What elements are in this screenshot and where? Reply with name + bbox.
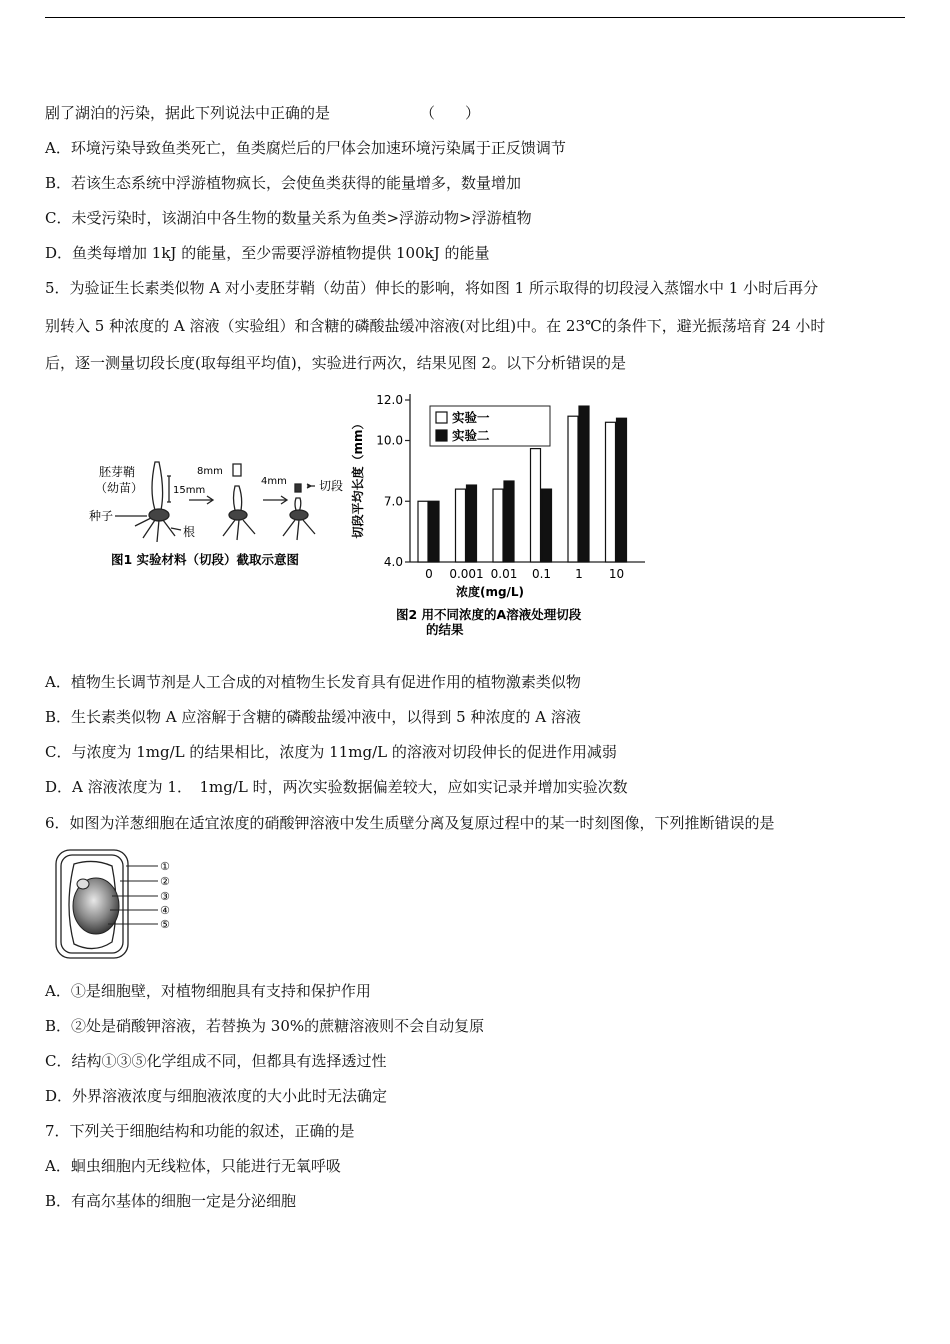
- seed-shape-2: [229, 510, 247, 520]
- figure1-diagram: [85, 440, 355, 580]
- nucleus: [77, 879, 89, 889]
- cell-label-1: ①: [160, 860, 170, 873]
- q4-stem: [45, 103, 480, 123]
- bar-series1: [568, 416, 578, 562]
- bracket-15mm: [167, 476, 171, 502]
- y-tick-label: 7.0: [383, 494, 403, 509]
- q5-stem-line2: 别转入 5 种浓度的 A 溶液（实验组）和含糖的磷酸盐缓冲溶液(对比组)中。在 23℃的条件下，避光振荡培育 24 小时: [45, 317, 826, 335]
- bar-series2: [504, 481, 514, 562]
- q6-stem: 6．如图为洋葱细胞在适宜浓度的硝酸钾溶液中发生质壁分离及复原过程中的某一时刻图像，下列推断错误的是: [45, 814, 775, 832]
- chart-legend: [430, 406, 550, 446]
- legend-label: 实验一: [452, 410, 490, 425]
- cell-label-2: ②: [160, 875, 170, 888]
- cell-label-3: ③: [160, 890, 170, 903]
- header-rule: [45, 17, 905, 18]
- x-tick-label: 0: [425, 567, 433, 581]
- chart-ylabel: 切段平均长度（mm）: [351, 417, 365, 539]
- cell-label-4: ④: [160, 904, 170, 917]
- fig1-cut-label: 切段: [319, 479, 344, 493]
- cell-label-5: ⑤: [160, 918, 170, 931]
- chart-xlabel: 浓度(mg/L): [455, 585, 525, 599]
- coleoptile-shape: [152, 462, 163, 512]
- q4-option-d: D．鱼类每增加 1kJ 的能量，至少需要浮游植物提供 100kJ 的能量: [45, 244, 490, 262]
- onion-cell-diagram: [50, 846, 190, 964]
- y-tick-label: 4.0: [383, 555, 403, 569]
- q5-option-a: A．植物生长调节剂是人工合成的对植物生长发育具有促进作用的植物激素类似物: [45, 673, 581, 691]
- chart-caption-1: 图2 用不同浓度的A溶液处理切段: [396, 607, 582, 622]
- bar-series1: [493, 489, 503, 562]
- figure2-chart: [340, 388, 660, 638]
- x-tick-label: 1: [575, 567, 583, 581]
- y-tick-label: 12.0: [376, 393, 403, 407]
- fig1-seedling-label: （幼苗）: [95, 481, 144, 495]
- arrow-2: [263, 496, 287, 504]
- q4-stem-text: 剧了湖泊的污染，据此下列说法中正确的是: [45, 104, 331, 122]
- arrow-1: [189, 496, 213, 504]
- q7-option-a: A．蛔虫细胞内无线粒体，只能进行无氧呼吸: [45, 1157, 341, 1175]
- fig1-root-label: 根: [183, 525, 196, 539]
- q5-option-b: B．生长素类似物 A 应溶解于含糖的磷酸盐缓冲液中，以得到 5 种浓度的 A 溶液: [45, 708, 581, 726]
- seed-shape-3: [290, 510, 308, 520]
- bar-series2: [542, 489, 552, 562]
- x-tick-label: 10: [608, 567, 625, 581]
- q6-option-a: A．①是细胞壁，对植物细胞具有支持和保护作用: [45, 982, 371, 1000]
- roots-3: [283, 520, 315, 540]
- q5-option-d: D．A 溶液浓度为 1． 1mg/L 时，两次实验数据偏差较大，应如实记录并增加实验次数: [45, 778, 628, 796]
- roots-2: [223, 520, 255, 540]
- q7-stem: 7．下列关于细胞结构和功能的叙述，正确的是: [45, 1122, 355, 1140]
- q6-option-c: C．结构①③⑤化学组成不同，但都具有选择透过性: [45, 1052, 387, 1070]
- bar-series2: [579, 406, 589, 562]
- q4-answer-paren: （ ）: [420, 104, 481, 122]
- bar-series1: [418, 501, 428, 562]
- cut-coleoptile: [234, 486, 242, 512]
- bar-series1: [531, 449, 541, 562]
- x-tick-label: 0.01: [490, 567, 518, 581]
- chart-caption-2: 的结果: [426, 622, 464, 637]
- legend-box: [430, 406, 550, 446]
- q4-option-c: C．未受污染时，该湖泊中各生物的数量关系为鱼类>浮游动物>浮游植物: [45, 209, 532, 227]
- cut-pointer: [307, 484, 315, 488]
- fig1-8mm-label: 8mm: [197, 466, 223, 477]
- q5-stem-line3: 后，逐一测量切段长度(取每组平均值)，实验进行两次，结果见图 2。以下分析错误的是: [45, 354, 627, 372]
- q4-option-a: A．环境污染导致鱼类死亡，鱼类腐烂后的尸体会加速环境污染属于正反馈调节: [45, 139, 566, 157]
- roots-1: [135, 518, 175, 542]
- q6-option-b: B．②处是硝酸钾溶液，若替换为 30%的蔗糖溶液则不会自动复原: [45, 1017, 485, 1035]
- fig1-coleoptile-label: 胚芽鞘: [99, 465, 136, 479]
- legend-swatch: [436, 430, 447, 441]
- upper-segment: [233, 464, 241, 476]
- fig1-seed-label: 种子: [89, 509, 114, 523]
- cut-segment: [295, 484, 301, 492]
- q4-option-b: B．若该生态系统中浮游植物疯长，会使鱼类获得的能量增多，数量增加: [45, 174, 522, 192]
- fig1-15mm-label: 15mm: [173, 485, 206, 496]
- root-pointer: [171, 528, 181, 530]
- bar-series2: [467, 485, 477, 562]
- q5-stem-line1: 5．为验证生长素类似物 A 对小麦胚芽鞘（幼苗）伸长的影响，将如图 1 所示取得的切段浸入蒸馏水中 1 小时后再分: [45, 279, 819, 297]
- x-tick-label: 0.1: [531, 567, 552, 581]
- legend-label: 实验二: [452, 428, 490, 443]
- q6-option-d: D．外界溶液浓度与细胞液浓度的大小此时无法确定: [45, 1087, 388, 1105]
- x-tick-label: 0.001: [449, 567, 484, 581]
- seed-shape: [149, 509, 169, 521]
- bar-series1: [606, 422, 616, 562]
- fig1-4mm-label: 4mm: [261, 476, 287, 487]
- bar-series1: [456, 489, 466, 562]
- bar-series2: [617, 418, 627, 562]
- fig1-caption: 图1 实验材料（切段）截取示意图: [111, 552, 300, 567]
- q7-option-b: B．有高尔基体的细胞一定是分泌细胞: [45, 1192, 297, 1210]
- y-tick-label: 10.0: [376, 433, 403, 448]
- q5-option-c: C．与浓度为 1mg/L 的结果相比，浓度为 11mg/L 的溶液对切段伸长的促进作用减弱: [45, 743, 617, 761]
- legend-swatch: [436, 412, 447, 423]
- bar-series2: [429, 501, 439, 562]
